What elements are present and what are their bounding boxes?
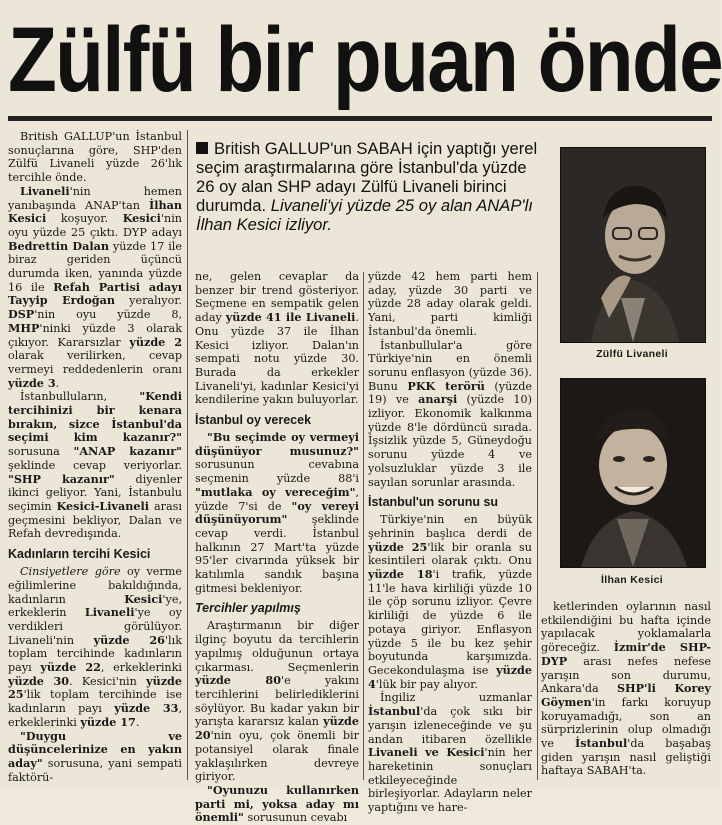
col1-paragraph-5: "Duygu ve düşüncelerinize en yakın aday" sorusuna, yani sempati faktörü- <box>8 728 182 784</box>
column-2 <box>195 270 359 825</box>
column-4 <box>541 600 711 786</box>
col3-paragraph-1: yüzde 42 hem parti hem aday, yüzde 30 parti ve yüzde 28 aday olarak geldi. Yani, parti kimliği İstanbul'da önemli. <box>368 270 532 338</box>
intro-text-1: British GALLUP'un SABAH için yaptığı yerel seçim araştırmalarına göre İstanbul'da yüzde 26 oy alan SHP adayı Zülfü Livaneli birinci durumda. <box>196 139 538 215</box>
col2-paragraph-3: Araştırmanın bir diğer ilginç boyutu da tercihlerin yapılmış olduğunun ortaya çıkarması. Seçmenlerin yüzde 80'e yakını tercihlerini belirlediklerini söylüyor. Bu kadar yakın bir yarışta kararsız kalan yüzde 20'nin oyu, çok önemli bir potansiyel olarak finale yaklaşılırken devreye giriyor. <box>195 619 359 784</box>
intro-text-2: Livaneli'yi yüzde 25 oy alan ANAP'lı İlhan Kesici izliyor. <box>196 196 533 234</box>
portrait-livaneli-image <box>561 148 705 342</box>
headline-rule <box>8 116 712 121</box>
photo-livaneli <box>560 147 706 343</box>
photo-kesici <box>560 378 706 568</box>
col1-paragraph-3: İstanbulluların, "Kendi tercihinizi bir kenara bırakın, sizce İstanbul'da seçimi kim kazanır?" sorusuna "ANAP kazanır" şeklinde cevap veriyorlar. "SHP kazanır" diyenler ikinci geliyor. Yani, İstanbulu seçimin Kesici-Livaneli arası geçmesini bekliyor, Dalan ve Refah devredışında. <box>8 389 182 541</box>
col2-paragraph-1: ne, gelen cevaplar da benzer bir trend gösteriyor. Seçmene en sempatik gelen aday yüzde 41 ile Livaneli. Onu yüzde 37 ile İlhan Kesici izliyor. Dalan'ın sempati notu yüzde 30. Burada da erkekler Livaneli'yi, kadınlar Kesici'yi kendilerine yakın buluyorlar. <box>195 270 359 407</box>
intro-deck <box>196 139 538 267</box>
headline: Zülfü bir puan önde <box>8 9 722 111</box>
col3-paragraph-2: İstanbullular'a göre Türkiye'nin en önemli sorunu enflasyon (yüzde 36). Bunu PKK terörü (yüzde 19) ve anarşi (yüzde 10) izliyor. Ekonomik kalkınma yüzde 8'le dördüncü sırada. İşsizlik yüzde 5, Güneydoğu sorunu yüzde 4 ve yolsuzluklar yüzde 3 ile sayılan sorunlar arasında. <box>368 338 533 489</box>
col1-paragraph-1: British GALLUP'un İstanbul sonuçlarına göre, SHP'den Zülfü Livaneli yüzde 26'lık tercihle önde. <box>8 130 182 185</box>
caption-livaneli: Zülfü Livaneli <box>596 348 668 360</box>
col3-subheading: İstanbul'un sorunu su <box>368 495 499 510</box>
column-divider-2 <box>363 272 364 780</box>
col2-paragraph-4: "Oyunuzu kullanırken parti mi, yoksa aday mı önemli" sorusunun cevabı <box>195 782 359 825</box>
bullet-square-icon <box>196 142 208 154</box>
col3-paragraph-4: İngiliz uzmanlar İstanbul'da çok sıkı bir yarışın izleneceğinde ve şu andan itibaren özellikle Livaneli ve Kesici'nin her hareketinin sonuçları etkileyeceğinde birleşiyorlar. Adayların neler yaptığını ve hare- <box>368 691 532 815</box>
col1-paragraph-2: Livaneli'nin hemen yanıbaşında ANAP'tan İlhan Kesici koşuyor. Kesici'nin oyu yüzde 25 çıktı. DYP adayı Bedrettin Dalan yüzde 17 ile biraz geriden üçüncü durumda iken, yanında yüzde 16 ile Refah Partisi adayı Tayyip Erdoğan yeralıyor. DSP'nin oyu yüzde 8, MHP'ninki yüzde 3 olarak çıkıyor. Kararsızlar yüzde 2 olarak verilirken, cevap vermeyi reddedenlerin oranı yüzde 3. <box>8 183 182 390</box>
column-1 <box>8 130 182 786</box>
column-3 <box>368 270 533 815</box>
col3-paragraph-3: Türkiye'nin en büyük şehrinin başlıca derdi de yüzde 25'lik bir oranla su kesintileri olarak çıktı. Onu yüzde 18'i trafik, yüzde 11'le hava kirliliği yüzde 10 ile çöp sorunu izliyor. Çevre kirliliği de yüzde 6 ile potaya giriyor. Enflasyon yüzde 5 ile bu kez şehir boyutunda karşımızda. Gecekondulaşma ise yüzde 4'lük bir pay alıyor. <box>368 513 532 691</box>
col2-subheading-1: İstanbul oy verecek <box>195 413 312 428</box>
col2-subheading-2: Tercihler yapılmış <box>195 601 301 616</box>
portrait-kesici-image <box>561 379 705 567</box>
col1-subheading: Kadınların tercihi Kesici <box>8 547 151 562</box>
col2-paragraph-2: "Bu seçimde oy vermeyi düşünüyor musunuz?" sorusunun cevabına seçmenin yüzde 88'i "mutlaka oy vereceğim", yüzde 7'si de "oy vereyi düşünüyorum" şeklinde cevap verdi. İstanbul halkının 27 Mart'ta yüzde 95'ler civarında yüksek bir katılımla sandık başına gitmesi bekleniyor. <box>195 430 359 595</box>
column-divider-1 <box>187 130 188 780</box>
column-divider-3 <box>537 272 538 780</box>
col4-paragraph-1: ketlerinden oylarının nasıl etkilendiğini bu hafta içinde yapılacak yoklamalarla göreceğiz. İzmir'de SHP-DYP arası nefes nefese yarışın son durumu, Ankara'da SHP'li Korey Göymen'in farkı koruyup koruyamadığı, son an sürprizlerinin olup olmadığı ve İstanbul'da başabaş giden yarışın nasıl geliştiği haftaya SABAH'ta. <box>541 600 712 778</box>
col1-paragraph-4: Cinsiyetlere göre oy verme eğilimlerine bakıldığında, kadınların Kesici'ye, erkeklerin Livaneli'ye oy verdikleri görülüyor. Livaneli'nin yüzde 26'lık toplam tercihinde kadınların payı yüzde 22, erkeklerinki yüzde 30. Kesici'nin yüzde 25'lik toplam tercihinde ise kadınların payı yüzde 33, erkeklerinki yüzde 17. <box>8 565 182 729</box>
caption-kesici: İlhan Kesici <box>601 574 663 586</box>
